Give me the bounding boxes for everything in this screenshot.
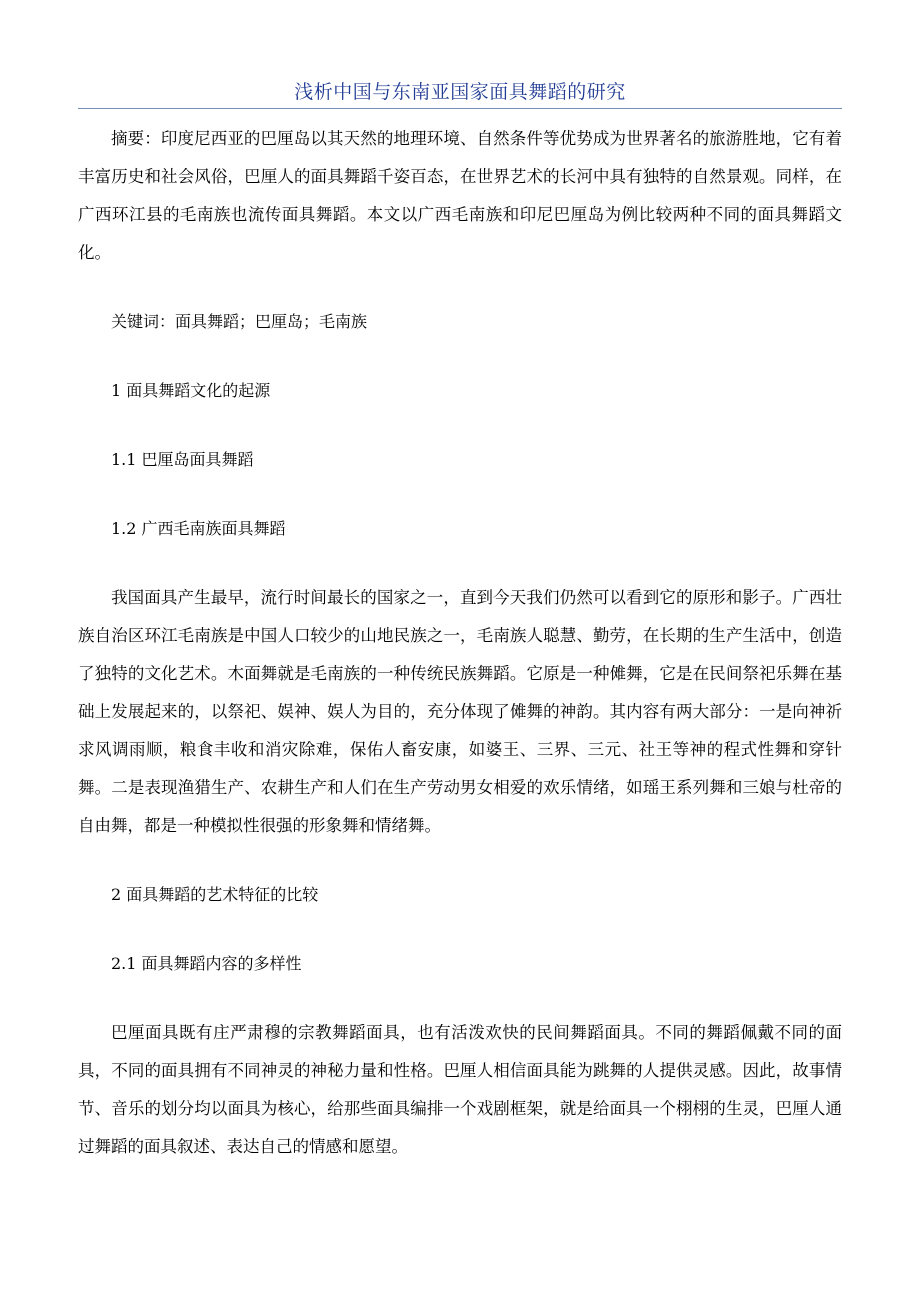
document-body bbox=[78, 120, 842, 1166]
section-heading-1: 1 面具舞蹈文化的起源 bbox=[111, 381, 271, 400]
section-heading-2: 2 面具舞蹈的艺术特征的比较 bbox=[111, 885, 319, 904]
abstract-paragraph: 摘要：印度尼西亚的巴厘岛以其天然的地理环境、自然条件等优势成为世界著名的旅游胜地，它有着丰富历史和社会风俗，巴厘人的面具舞蹈千姿百态，在世界艺术的长河中具有独特的自然景观。同样，在广西环江县的毛南族也流传面具舞蹈。本文以广西毛南族和印尼巴厘岛为例比较两种不同的面具舞蹈文化。 bbox=[78, 129, 842, 262]
keywords-line: 关键词：面具舞蹈；巴厘岛；毛南族 bbox=[111, 312, 368, 331]
section-2-1-paragraph: 巴厘面具既有庄严肃穆的宗教舞蹈面具，也有活泼欢快的民间舞蹈面具。不同的舞蹈佩戴不同的面具，不同的面具拥有不同神灵的神秘力量和性格。巴厘人相信面具能为跳舞的人提供灵感。因此，故事情节、音乐的划分均以面具为核心，给那些面具编排一个戏剧框架，就是给面具一个栩栩的生灵，巴厘人通过舞蹈的面具叙述、表达自己的情感和愿望。 bbox=[78, 1023, 842, 1156]
section-heading-1-2: 1.2 广西毛南族面具舞蹈 bbox=[111, 519, 286, 538]
title-divider bbox=[78, 108, 842, 109]
section-heading-2-1: 2.1 面具舞蹈内容的多样性 bbox=[111, 954, 302, 973]
section-1-2-paragraph: 我国面具产生最早，流行时间最长的国家之一，直到今天我们仍然可以看到它的原形和影子。广西壮族自治区环江毛南族是中国人口较少的山地民族之一，毛南族人聪慧、勤劳，在长期的生产生活中，创造了独特的文化艺术。木面舞就是毛南族的一种传统民族舞蹈。它原是一种傩舞，它是在民间祭祀乐舞在基础上发展起来的，以祭祀、娱神、娱人为目的，充分体现了傩舞的神韵。其内容有两大部分：一是向神祈求风调雨顺，粮食丰收和消灾除难，保佑人畜安康，如婆王、三界、三元、社王等神的程式性舞和穿针舞。二是表现渔猎生产、农耕生产和人们在生产劳动男女相爱的欢乐情绪，如瑶王系列舞和三娘与杜帝的自由舞，都是一种模拟性很强的形象舞和情绪舞。 bbox=[78, 588, 842, 835]
document-title: 浅析中国与东南亚国家面具舞蹈的研究 bbox=[294, 81, 626, 103]
section-heading-1-1: 1.1 巴厘岛面具舞蹈 bbox=[111, 450, 254, 469]
